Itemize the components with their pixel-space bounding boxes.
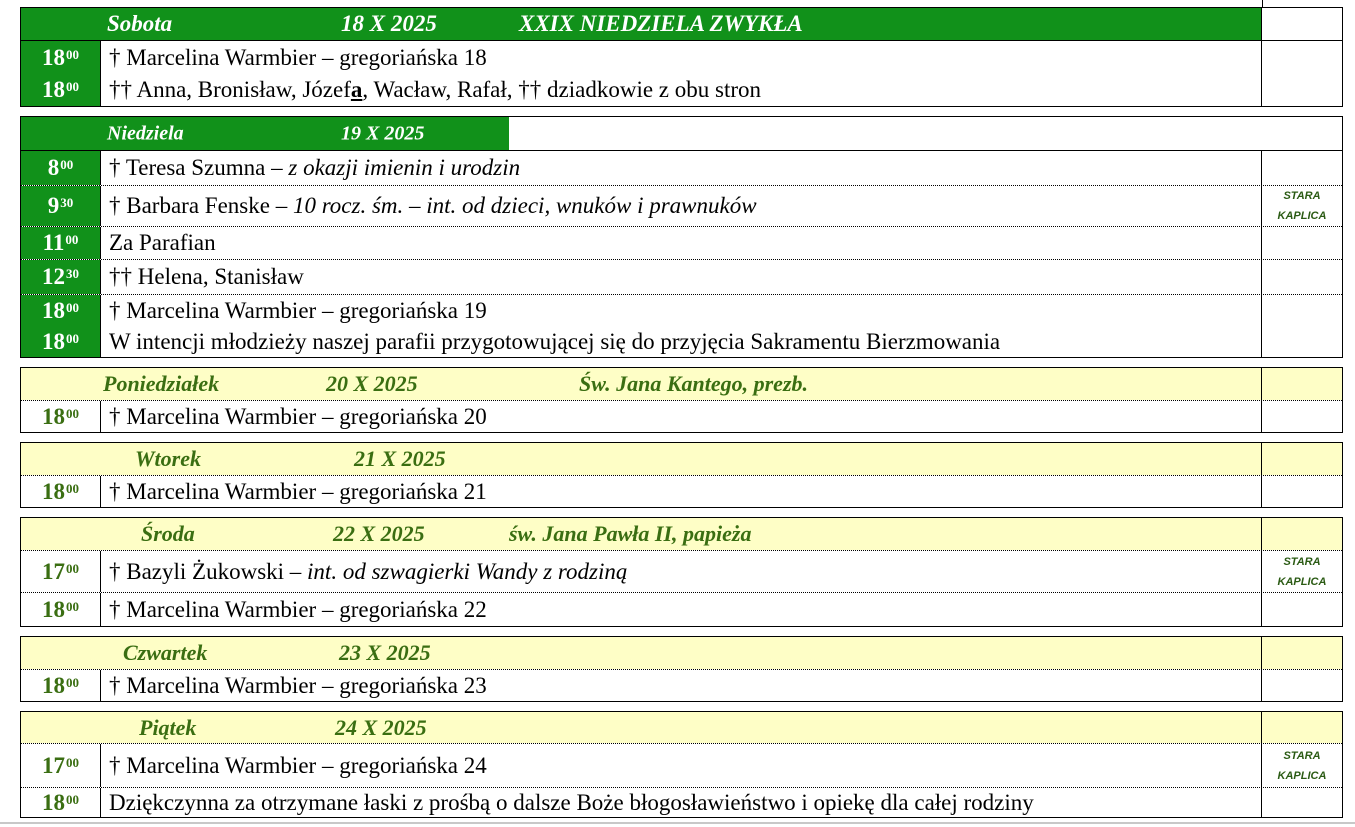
side-cell (1261, 186, 1342, 226)
mass-intention: †† Anna, Bronisław, Józefa, Wacław, Rafał, †† dziadkowie z obu stron (109, 77, 762, 102)
side-cell (1261, 326, 1342, 357)
mass-time: 18 $^{00}$ (21, 476, 101, 507)
mass-time: 18 $^{00}$ (21, 401, 101, 432)
day-header (21, 443, 1342, 475)
header-side-cell (1261, 443, 1342, 475)
day-name: Wtorek (135, 446, 201, 471)
day-feast: Św. Jana Kantego, prezb. (579, 371, 809, 396)
day-block-friday (20, 711, 1343, 818)
mass-time: 18 $^{00}$ (21, 788, 101, 817)
mass-intention: W intencji młodzieży naszej parafii przygotowującej się do przyjęcia Sakramentu Bierzmowania (109, 328, 1001, 354)
mass-time: 8 $^{00}$ (21, 151, 101, 185)
side-cell (1261, 744, 1342, 787)
mass-intention: † Teresa Szumna – z okazji imienin i urodzin (109, 155, 521, 180)
day-block-monday (20, 367, 1343, 433)
day-block-tuesday (20, 442, 1343, 508)
header-side-cell (1261, 518, 1342, 550)
day-header (21, 8, 1262, 40)
mass-time: 18 $^{00}$ (21, 295, 101, 326)
side-cell (1261, 41, 1342, 74)
day-name: Sobota (107, 11, 173, 36)
mass-row (21, 74, 1342, 106)
mass-row (21, 185, 1342, 226)
mass-intention: † Marcelina Warmbier – gregoriańska 18 (109, 44, 487, 70)
day-name: Niedziela (107, 122, 184, 144)
side-cell (1261, 74, 1342, 106)
location-note: STARA KAPLICA (1277, 190, 1327, 222)
mass-row (21, 787, 1342, 817)
header-side-cell (1261, 368, 1342, 400)
mass-time: 18 $^{00}$ (21, 670, 101, 701)
mass-intention: † Marcelina Warmbier – gregoriańska 22 (109, 596, 487, 622)
day-block-sunday (20, 116, 1343, 358)
mass-intention: †† Helena, Stanisław (109, 264, 304, 289)
mass-row (21, 40, 1342, 74)
day-block-wednesday (20, 517, 1343, 627)
header-side-cell (1261, 8, 1342, 40)
mass-time: 18 $^{00}$ (21, 326, 101, 357)
mass-row (21, 743, 1342, 787)
side-cell (1261, 227, 1342, 259)
mass-intention: † Marcelina Warmbier – gregoriańska 19 (109, 297, 487, 323)
day-name: Czwartek (123, 640, 208, 665)
mass-time: 9 $^{30}$ (21, 186, 101, 226)
mass-intention: † Marcelina Warmbier – gregoriańska 23 (109, 672, 487, 698)
day-block-thursday (20, 636, 1343, 702)
day-name: Środa (141, 521, 195, 546)
side-cell (1261, 151, 1342, 185)
mass-time: 17 $^{00}$ (21, 744, 101, 787)
mass-row (21, 669, 1342, 701)
side-cell (1261, 260, 1342, 294)
mass-time: 17 $^{00}$ (21, 551, 101, 592)
mass-intention: † Marcelina Warmbier – gregoriańska 24 (109, 752, 487, 778)
day-date: 19 X 2025 (341, 122, 425, 144)
day-date: 22 X 2025 (333, 521, 425, 546)
mass-intention: † Marcelina Warmbier – gregoriańska 21 (109, 478, 487, 504)
header-side-cell (1261, 712, 1342, 743)
side-cell (1261, 401, 1342, 432)
mass-row (21, 400, 1342, 432)
mass-time: 18 $^{00}$ (21, 593, 101, 626)
header-side-cell (1261, 637, 1342, 669)
mass-intention: † Barbara Fenske – 10 rocz. śm. – int. od dzieci, wnuków i prawnuków (109, 193, 757, 218)
top-separator (1262, 0, 1263, 7)
day-header (21, 518, 1342, 550)
mass-time: 18 $^{00}$ (21, 41, 101, 74)
day-header (21, 637, 1342, 669)
day-feast: XXIX NIEDZIELA ZWYKŁA (519, 11, 803, 36)
side-cell (1261, 476, 1342, 507)
mass-row (21, 592, 1342, 626)
mass-time: 11 $^{00}$ (21, 227, 101, 259)
mass-row (21, 226, 1342, 259)
side-cell (1261, 788, 1342, 817)
page-bottom-edge (0, 822, 1355, 824)
day-feast: św. Jana Pawła II, papieża (509, 521, 752, 546)
mass-intention: Za Parafian (109, 230, 216, 255)
day-date: 18 X 2025 (341, 11, 437, 36)
day-name: Piątek (139, 714, 197, 740)
mass-row (21, 550, 1342, 592)
mass-intention: † Marcelina Warmbier – gregoriańska 20 (109, 403, 487, 429)
day-name: Poniedziałek (103, 371, 220, 396)
mass-row (21, 259, 1342, 294)
mass-time: 12 $^{30}$ (21, 260, 101, 294)
day-header (21, 117, 509, 150)
day-block-saturday (20, 7, 1343, 107)
mass-row (21, 150, 1342, 185)
mass-intention: Dziękczynna za otrzymane łaski z prośbą o dalsze Boże błogosławieństwo i opiekę dla całej rodziny (109, 789, 1034, 815)
side-cell (1261, 670, 1342, 701)
day-date: 23 X 2025 (339, 640, 431, 665)
day-header (21, 712, 1342, 743)
location-note: STARA KAPLICA (1277, 555, 1327, 588)
day-header (21, 368, 1342, 400)
day-date: 24 X 2025 (335, 714, 427, 740)
mass-time: 18 $^{00}$ (21, 74, 101, 106)
mass-row (21, 326, 1342, 357)
mass-row (21, 475, 1342, 507)
side-cell (1261, 551, 1342, 592)
side-cell (1261, 295, 1342, 326)
day-date: 20 X 2025 (326, 371, 418, 396)
day-date: 21 X 2025 (354, 446, 446, 471)
location-note: STARA KAPLICA (1277, 749, 1327, 782)
mass-intention: † Bazyli Żukowski – int. od szwagierki Wandy z rodziną (109, 558, 628, 584)
mass-row (21, 294, 1342, 326)
side-cell (1261, 593, 1342, 626)
